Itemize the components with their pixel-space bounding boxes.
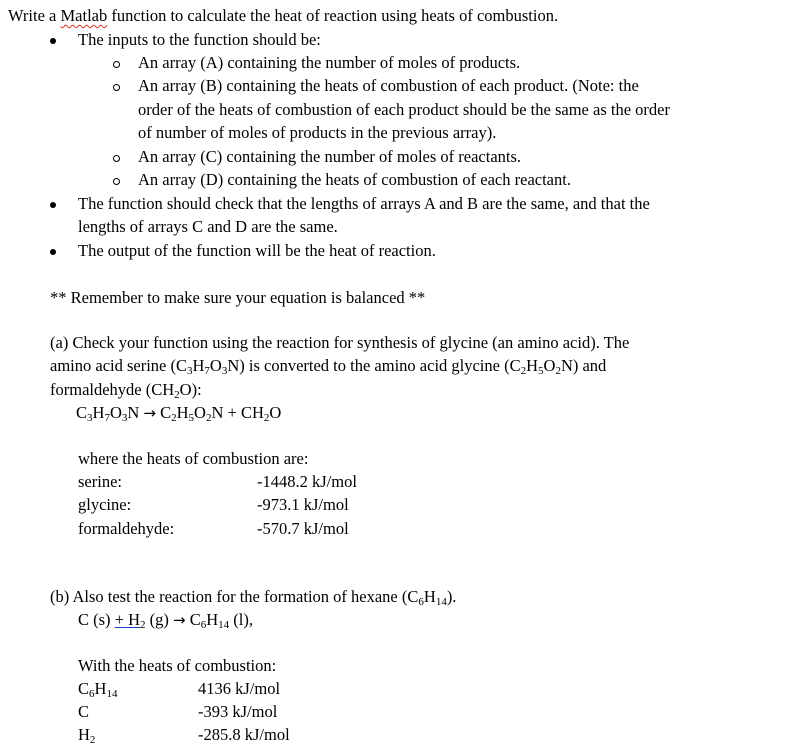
bullet-check-2: lengths of arrays C and D are the same. — [78, 217, 338, 236]
right-arrow-icon: → — [143, 404, 156, 422]
part-b-equation: C $(s) + H_2$ $(g) \to C_6H_{14}$ (l), — [78, 610, 253, 631]
part-a-line-1: (a) Check your function using the reaction for synthesis of glycine (an amino acid). The — [50, 333, 630, 352]
bullet-check-1: The function should check that the lengths of arrays A and B are the same, and that the — [78, 194, 650, 213]
sub-bullet-a: An array (A) containing the number of moles of products. — [138, 53, 521, 72]
heat-value: 4136 kJ/mol — [198, 679, 281, 698]
circle-bullet-icon — [113, 155, 120, 162]
bullet-output: The output of the function will be the heat of reaction. — [78, 241, 436, 260]
intro-line — [8, 4, 558, 27]
heat-value: -973.1 kJ/mol — [257, 495, 349, 514]
heat-value: -285.8 kJ/mol — [198, 725, 290, 744]
part-b-with: With the heats of combustion: — [78, 656, 277, 675]
circle-bullet-icon — [113, 84, 120, 91]
heat-value: -393 kJ/mol — [198, 702, 278, 721]
part-a-line-3: formaldehyde $(CH_2O)$: — [50, 380, 202, 401]
sub-bullet-c: An array (C) containing the number of moles of reactants. — [138, 147, 522, 166]
bullet-icon — [50, 38, 56, 44]
sub-bullet-d: An array (D) containing the heats of combustion of each reactant. — [138, 170, 571, 189]
heat-name: formaldehyde: — [78, 519, 175, 538]
bullet-icon — [50, 202, 56, 208]
heat-name: $H_2$ — [78, 725, 96, 746]
sub-bullet-b-3: of number of moles of products in the previous array). — [138, 123, 497, 142]
bullet-icon — [50, 249, 56, 255]
part-a-line-2: amino acid serine $(C_3H_7O_3N)$ is converted to the amino acid glycine $(C_2H_5O_2N)$ and — [50, 356, 607, 377]
heat-value: -570.7 kJ/mol — [257, 519, 349, 538]
heat-name: serine: — [78, 472, 122, 491]
sub-bullet-b-2: order of the heats of combustion of each product should be the same as the order — [138, 100, 670, 119]
bullet-inputs: The inputs to the function should be: — [78, 30, 321, 49]
circle-bullet-icon — [113, 178, 120, 185]
intro-prefix: Write a — [8, 6, 61, 25]
part-a-where: where the heats of combustion are: — [78, 449, 309, 468]
right-arrow-icon: → — [173, 611, 186, 629]
heat-name: $C_6H_{14}$ — [78, 679, 118, 700]
sub-bullet-b-1: An array (B) containing the heats of combustion of each product. (Note: the — [138, 76, 639, 95]
heat-name: glycine: — [78, 495, 132, 514]
part-b-line-1: (b) Also test the reaction for the formation of hexane $(C_6H_{14})$. — [50, 587, 457, 608]
matlab-word: Matlab — [60, 6, 108, 25]
circle-bullet-icon — [113, 61, 120, 68]
remember-note: ** Remember to make sure your equation is balanced ** — [50, 288, 426, 307]
intro-suffix: function to calculate the heat of reaction using heats of combustion. — [107, 6, 559, 25]
heat-value: -1448.2 kJ/mol — [257, 472, 357, 491]
heat-name: C — [78, 702, 90, 721]
part-a-equation: $C_3H_7O_3N \to C_2H_5O_2N + CH_2O$ — [76, 403, 282, 424]
